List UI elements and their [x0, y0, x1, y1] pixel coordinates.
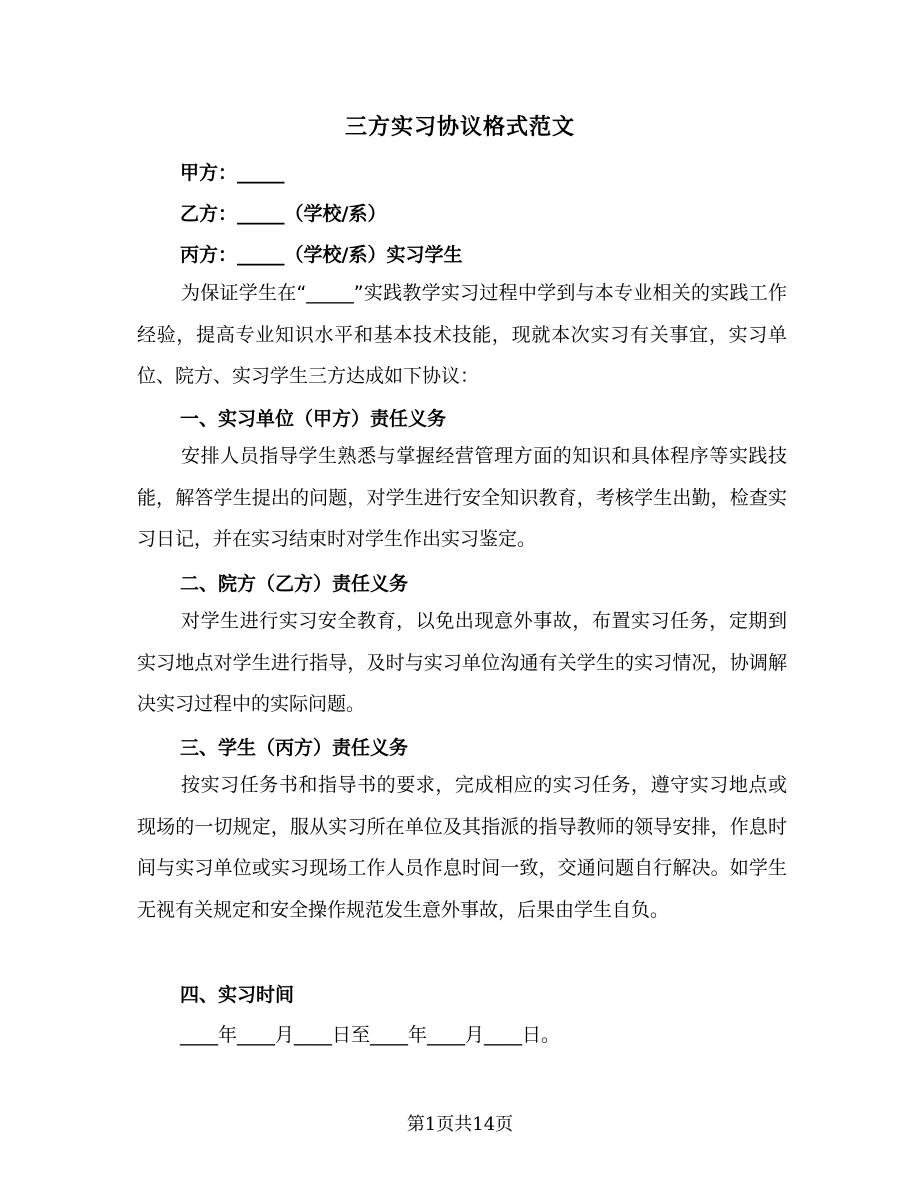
page-number: 第1页共14页: [406, 1114, 514, 1135]
section-body-2: 对学生进行实习安全教育，以免出现意外事故，布置实习任务，定期到实习地点对学生进行指导，及时与实习单位沟通有关学生的实习情况，协调解决实习过程中的实际问题。: [137, 610, 787, 715]
section-heading-4: 四、实习时间: [180, 984, 295, 1006]
section-heading-2: 二、院方（乙方）责任义务: [180, 573, 409, 595]
internship-period: ____年____月____日至____年____月____日。: [180, 1024, 561, 1046]
document-title: 三方实习协议格式范文: [344, 115, 575, 140]
party-c-line: 丙方：_____（学校/系）实习学生: [180, 244, 463, 266]
party-a-line: 甲方：_____: [180, 162, 285, 184]
section-body-1: 安排人员指导学生熟悉与掌握经营管理方面的知识和具体程序等实践技能，解答学生提出的问题，对学生进行安全知识教育，考核学生出勤，检查实习日记，并在实习结束时对学生作出实习鉴定。: [137, 445, 787, 550]
section-heading-3: 三、学生（丙方）责任义务: [180, 737, 409, 759]
party-b-line: 乙方：_____（学校/系）: [180, 203, 387, 225]
section-heading-1: 一、实习单位（甲方）责任义务: [180, 408, 447, 430]
intro-paragraph: 为保证学生在“_____”实践教学实习过程中学到与本专业相关的实践工作经验，提高专业知识水平和基本技术技能，现就本次实习有关事宜，实习单位、院方、实习学生三方达成如下协议：: [137, 282, 787, 387]
section-body-3: 按实习任务书和指导书的要求，完成相应的实习任务，遵守实习地点或现场的一切规定，服从实习所在单位及其指派的指导教师的领导安排，作息时间与实习单位或实习现场工作人员作息时间一致，交通问题自行解决。如学生无视有关规定和安全操作规范发生意外事故，后果由学生自负。: [137, 774, 787, 921]
